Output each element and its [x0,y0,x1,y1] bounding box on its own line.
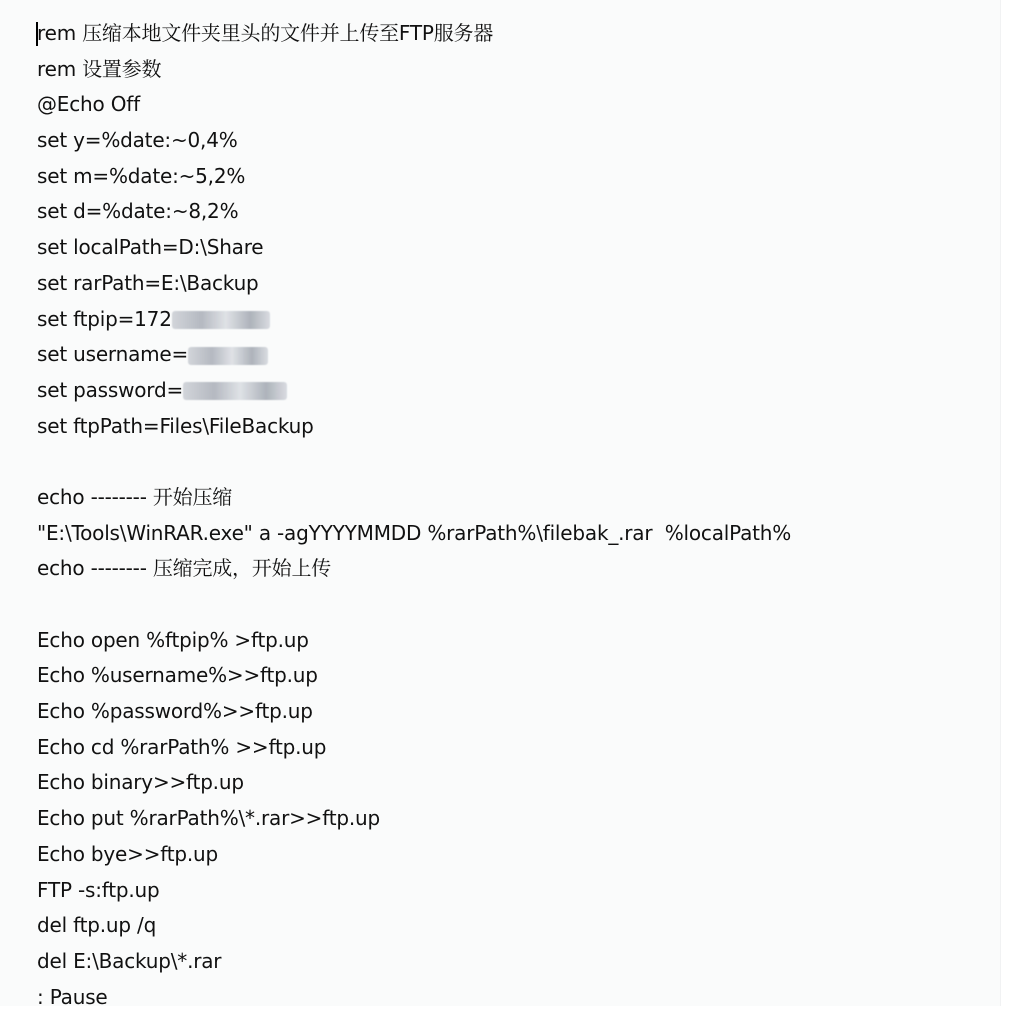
code-line-username [37,337,997,373]
code-line: rem 设置参数 [37,56,162,81]
line-text: set ftpip=172 [37,306,172,331]
code-line: set rarPath=E:\Backup [37,270,259,295]
code-line: Echo cd %rarPath% >>ftp.up [37,734,327,759]
code-line: Echo put %rarPath%\*.rar>>ftp.up [37,806,380,831]
code-line: set d=%date:~8,2% [37,199,239,224]
code-line: Echo %password%>>ftp.up [37,699,313,724]
code-line: echo -------- 压缩完成，开始上传 [37,556,332,581]
code-line: del E:\Backup\*.rar [37,948,222,973]
code-line: Echo open %ftpip% >ftp.up [37,627,309,652]
line-text: set username= [37,342,189,367]
code-line: set ftpPath=Files\FileBackup [37,413,314,438]
code-line: set y=%date:~0,4% [37,128,238,153]
code-line: "E:\Tools\WinRAR.exe" a -agYYYYMMDD %rarPath%\filebak_.rar %localPath% [37,520,792,545]
code-line: set localPath=D:\Share [37,235,264,260]
code-line: FTP -s:ftp.up [37,877,160,902]
code-line: Echo %username%>>ftp.up [37,663,318,688]
code-line: rem 压缩本地文件夹里头的文件并上传至FTP服务器 [37,21,494,45]
code-line-ftpip [37,302,997,338]
code-line: Echo bye>>ftp.up [37,841,219,866]
code-line: @Echo Off [37,92,140,117]
code-line: echo -------- 开始压缩 [37,484,233,509]
blank-line [37,587,997,623]
code-line-password [37,373,997,409]
script-text[interactable] [37,16,997,1015]
blank-line [37,444,997,480]
redacted-value [172,311,270,329]
code-line: del ftp.up /q [37,913,157,938]
code-line: set m=%date:~5,2% [37,163,246,188]
line-text: set password= [37,377,184,402]
code-line: : Pause [37,984,108,1009]
code-line: Echo binary>>ftp.up [37,770,244,795]
redacted-value [183,382,287,400]
redacted-value [188,347,268,365]
